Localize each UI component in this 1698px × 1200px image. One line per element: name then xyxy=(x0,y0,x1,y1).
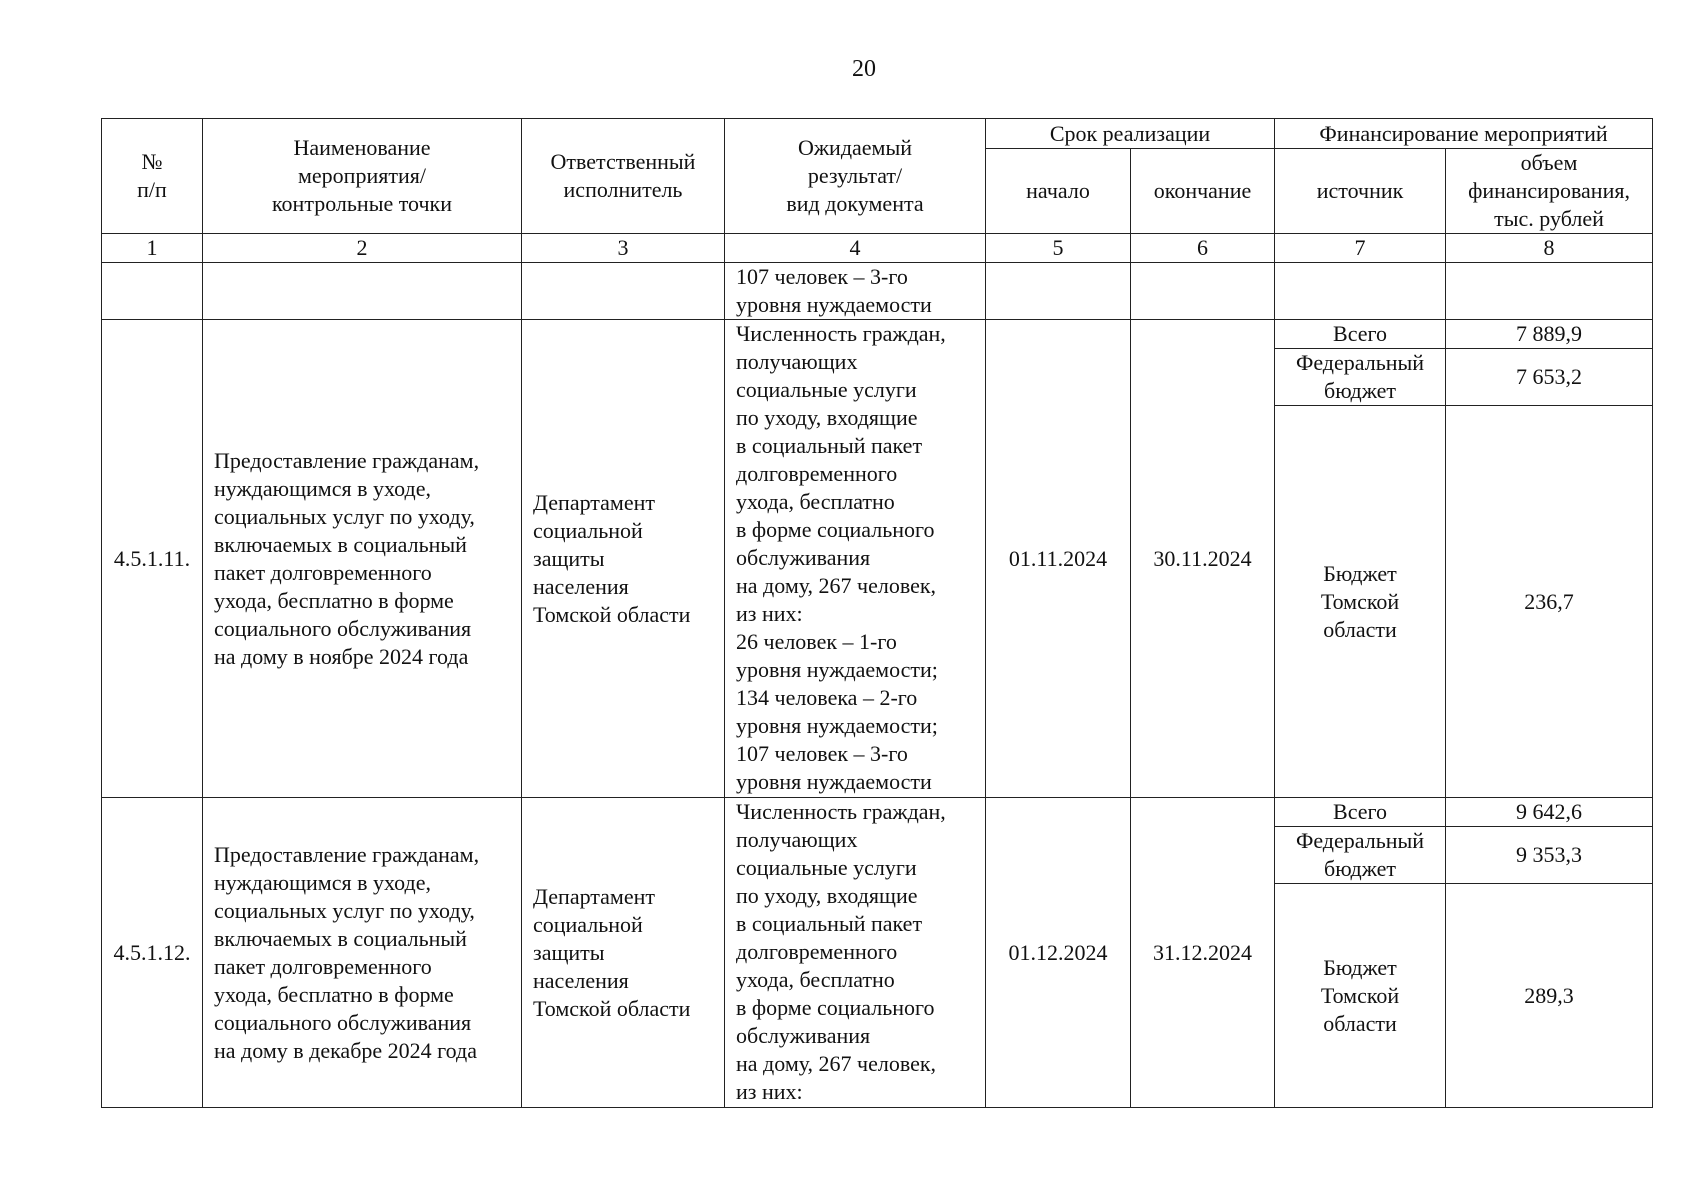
expected-result: Численность граждан, получающих социальные услуги по уходу, входящие в социальный пакет долговременного ухода, бесплатно в форме социального обслуживания на дому, 267 человек, из них: 26 человек – 1-го уровня нуждаемости; 134 человека – 2-го уровня нуждаемости; 107 человек – 3-го уровня нуждаемости xyxy=(725,320,986,798)
header-period: Срок реализации xyxy=(986,119,1275,149)
fin-amount-total: 9 642,6 xyxy=(1446,798,1653,827)
fin-source-federal: Федеральный бюджет xyxy=(1275,827,1446,884)
page-number: 20 xyxy=(852,56,876,82)
fin-source-total: Всего xyxy=(1275,798,1446,827)
col-number-6: 6 xyxy=(1131,234,1275,263)
fin-amount-total: 7 889,9 xyxy=(1446,320,1653,349)
expected-result: Численность граждан, получающих социальные услуги по уходу, входящие в социальный пакет долговременного ухода, бесплатно в форме социального обслуживания на дому, 267 человек, из них: xyxy=(725,798,986,1108)
header-fin-source: источник xyxy=(1275,149,1446,234)
end-date: 30.11.2024 xyxy=(1131,320,1275,798)
start-date: 01.11.2024 xyxy=(986,320,1131,798)
col-number-3: 3 xyxy=(522,234,725,263)
header-number: № п/п xyxy=(102,119,203,234)
header-financing: Финансирование мероприятий xyxy=(1275,119,1653,149)
col-number-4: 4 xyxy=(725,234,986,263)
plan-table xyxy=(101,118,1653,1108)
header-fin-volume: объем финансирования, тыс. рублей xyxy=(1446,149,1653,234)
result-cell: 107 человек – 3-го уровня нуждаемости xyxy=(725,263,986,320)
table-row xyxy=(102,263,1653,320)
fin-amount-regional: 236,7 xyxy=(1446,406,1653,798)
row-number: 4.5.1.11. xyxy=(102,320,203,798)
executor: Департамент социальной защиты населения Томской области xyxy=(522,320,725,798)
event-name: Предоставление гражданам, нуждающимся в уходе, социальных услуг по уходу, включаемых в социальный пакет долговременного ухода, бесплатно в форме социального обслуживания на дому в декабре 2024 года xyxy=(203,798,522,1108)
row-number: 4.5.1.12. xyxy=(102,798,203,1108)
col-number-7: 7 xyxy=(1275,234,1446,263)
col-number-5: 5 xyxy=(986,234,1131,263)
header-period-end: окончание xyxy=(1131,149,1275,234)
fin-source-federal: Федеральный бюджет xyxy=(1275,349,1446,406)
fin-amount-federal: 9 353,3 xyxy=(1446,827,1653,884)
header-result: Ожидаемый результат/ вид документа xyxy=(725,119,986,234)
fin-source-total: Всего xyxy=(1275,320,1446,349)
end-date: 31.12.2024 xyxy=(1131,798,1275,1108)
col-number-8: 8 xyxy=(1446,234,1653,263)
start-date: 01.12.2024 xyxy=(986,798,1131,1108)
fin-source-regional: Бюджет Томской области xyxy=(1275,406,1446,798)
header-event-name: Наименование мероприятия/ контрольные точки xyxy=(203,119,522,234)
header-executor: Ответственный исполнитель xyxy=(522,119,725,234)
fin-source-regional: Бюджет Томской области xyxy=(1275,884,1446,1108)
event-name: Предоставление гражданам, нуждающимся в уходе, социальных услуг по уходу, включаемых в социальный пакет долговременного ухода, бесплатно в форме социального обслуживания на дому в ноябре 2024 года xyxy=(203,320,522,798)
executor: Департамент социальной защиты населения Томской области xyxy=(522,798,725,1108)
fin-amount-federal: 7 653,2 xyxy=(1446,349,1653,406)
table-row xyxy=(102,320,1653,349)
fin-amount-regional: 289,3 xyxy=(1446,884,1653,1108)
header-period-start: начало xyxy=(986,149,1131,234)
col-number-1: 1 xyxy=(102,234,203,263)
table-row xyxy=(102,798,1653,827)
col-number-2: 2 xyxy=(203,234,522,263)
